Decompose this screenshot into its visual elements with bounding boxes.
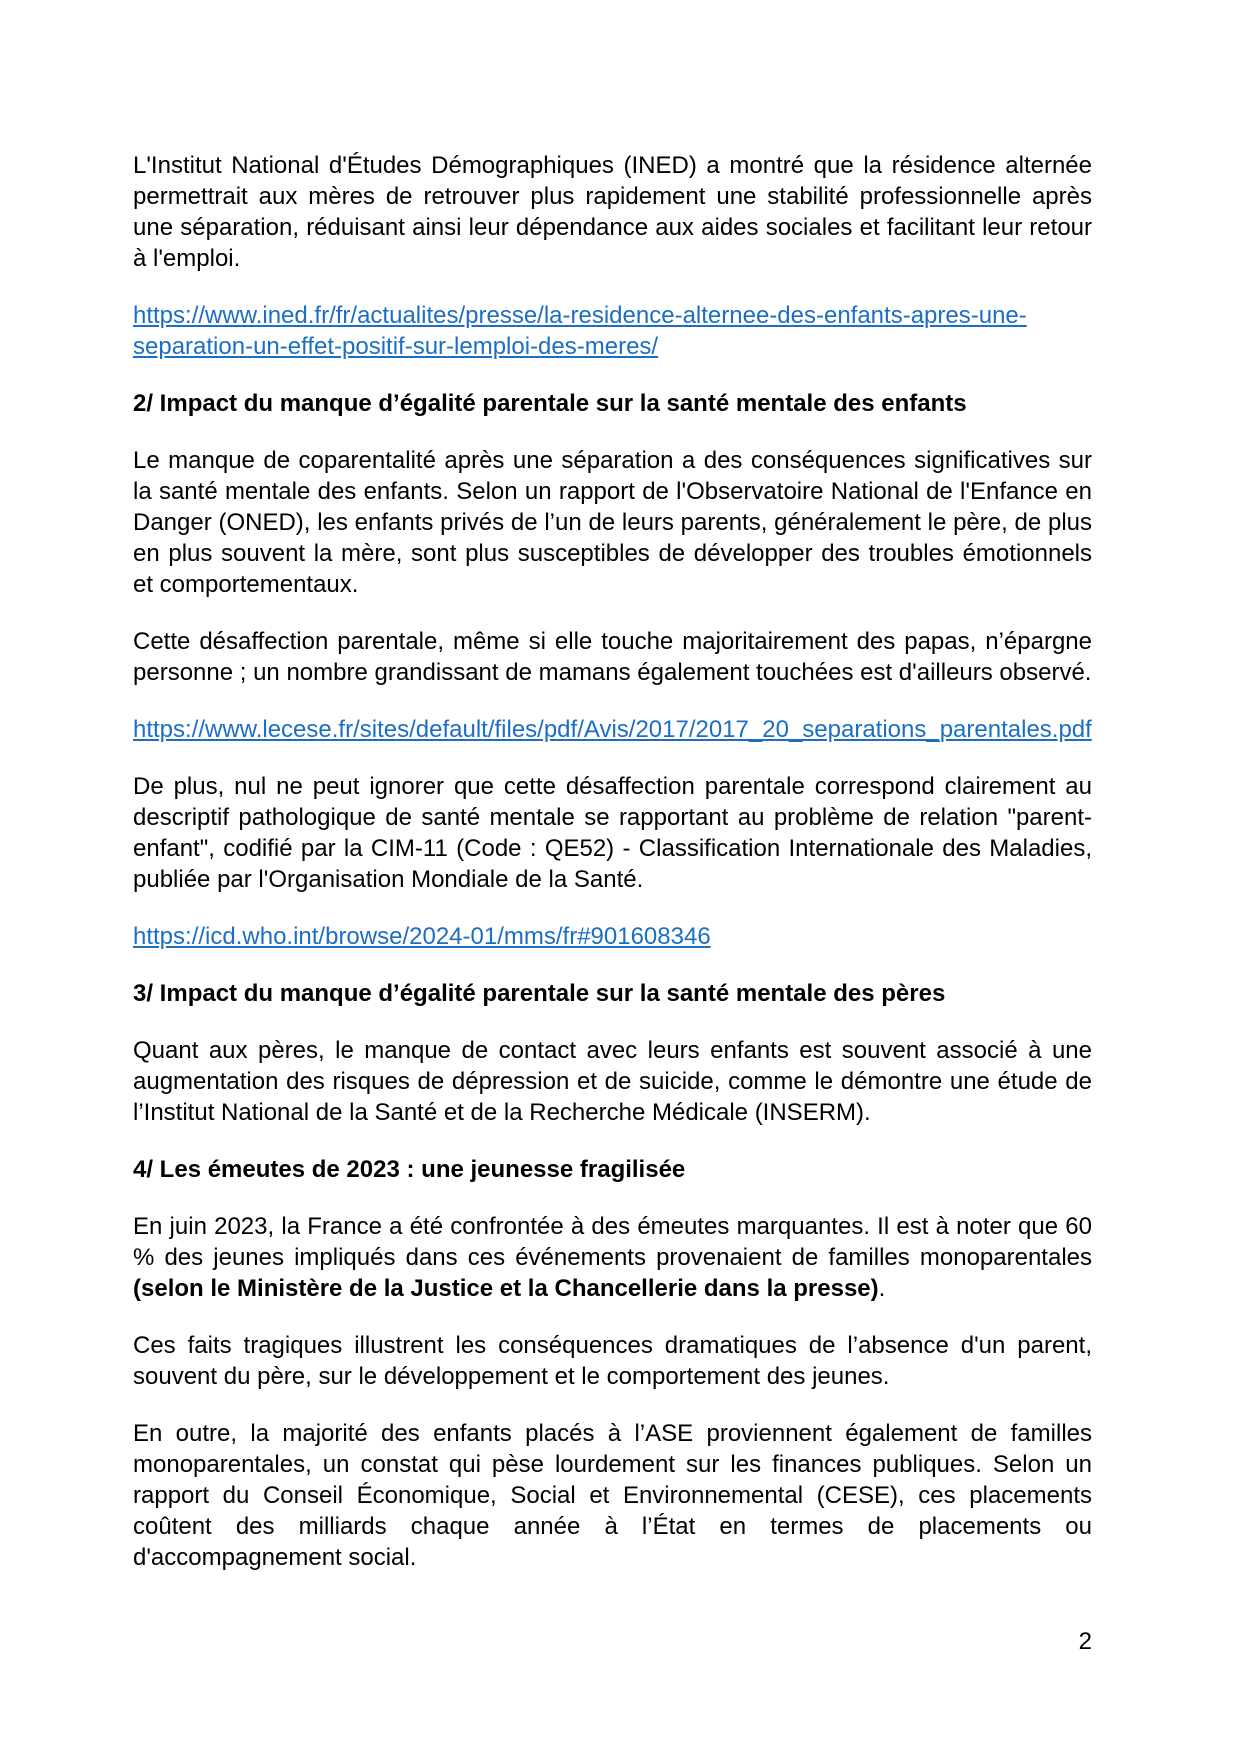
paragraph-emeutes-bold-text: (selon le Ministère de la Justice et la Chancellerie dans la presse) [133, 1275, 879, 1302]
heading-section-3-sante-mentale-peres: 3/ Impact du manque d’égalité parentale sur la santé mentale des pères [133, 980, 946, 1007]
paragraph-coparentalite-oned: Le manque de coparentalité après une séparation a des conséquences significatives sur la santé mentale des enfants. Selon un rapport de l'Observatoire National de l'Enfance en Danger (ONED), les enfants privés de l’un de leurs parents, généralement le père, de plus en plus souvent la mère, sont plus susceptibles de développer des troubles émotionnels et comportementaux. [133, 447, 1092, 598]
paragraph-faits-tragiques: Ces faits tragiques illustrent les conséquences dramatiques de l’absence d'un parent, souvent du père, sur le développement et le comportement des jeunes. [133, 1332, 1092, 1390]
heading-section-2-sante-mentale-enfants: 2/ Impact du manque d’égalité parentale sur la santé mentale des enfants [133, 390, 967, 417]
link-paragraph-lecese [133, 714, 1092, 745]
link-icd-who[interactable]: https://icd.who.int/browse/2024-01/mms/fr#901608346 [133, 923, 711, 950]
paragraph-emeutes-period: . [878, 1275, 886, 1302]
link-ined[interactable]: https://www.ined.fr/fr/actualites/presse/la-residence-alternee-des-enfants-apres-une-separation-un-effet-positif-sur-lemploi-des-meres/ [133, 302, 1027, 360]
page-number: 2 [1078, 1628, 1092, 1655]
paragraph-cim11-qe52: De plus, nul ne peut ignorer que cette désaffection parentale correspond clairement au descriptif pathologique de santé mentale se rapportant au problème de relation "parent-enfant", codifié par la CIM-11 (Code : QE52) - Classification Internationale des Maladies, publiée par l'Organisation Mondiale de la Santé. [133, 773, 1092, 893]
paragraph-emeutes-normal-text: En juin 2023, la France a été confrontée à des émeutes marquantes. Il est à noter que 60 % des jeunes impliqués dans ces événements provenaient de familles monoparentales [133, 1213, 1092, 1271]
link-paragraph-icd-who [133, 921, 1092, 952]
heading-section-4-emeutes-2023: 4/ Les émeutes de 2023 : une jeunesse fragilisée [133, 1156, 686, 1183]
paragraph-ined: L'Institut National d'Études Démographiques (INED) a montré que la résidence alternée permettrait aux mères de retrouver plus rapidement une stabilité professionnelle après une séparation, réduisant ainsi leur dépendance aux aides sociales et facilitant leur retour à l'emploi. [133, 152, 1092, 272]
paragraph-inserm: Quant aux pères, le manque de contact avec leurs enfants est souvent associé à une augmentation des risques de dépression et de suicide, comme le démontre une étude de l’Institut National de la Santé et de la Recherche Médicale (INSERM). [133, 1037, 1092, 1126]
link-paragraph-ined [133, 300, 1092, 362]
paragraph-desaffection-parentale: Cette désaffection parentale, même si elle touche majoritairement des papas, n’épargne personne ; un nombre grandissant de mamans également touchées est d'ailleurs observé. [133, 628, 1092, 686]
link-lecese[interactable]: https://www.lecese.fr/sites/default/files/pdf/Avis/2017/2017_20_separations_parentales.pdf [133, 716, 1092, 743]
paragraph-emeutes-2023 [133, 1211, 1092, 1304]
paragraph-ase-cese: En outre, la majorité des enfants placés à l’ASE proviennent également de familles monoparentales, un constat qui pèse lourdement sur les finances publiques. Selon un rapport du Conseil Économique, Social et Environnemental (CESE), ces placements coûtent des milliards chaque année à l’État en termes de placements ou d'accompagnement social. [133, 1420, 1092, 1571]
